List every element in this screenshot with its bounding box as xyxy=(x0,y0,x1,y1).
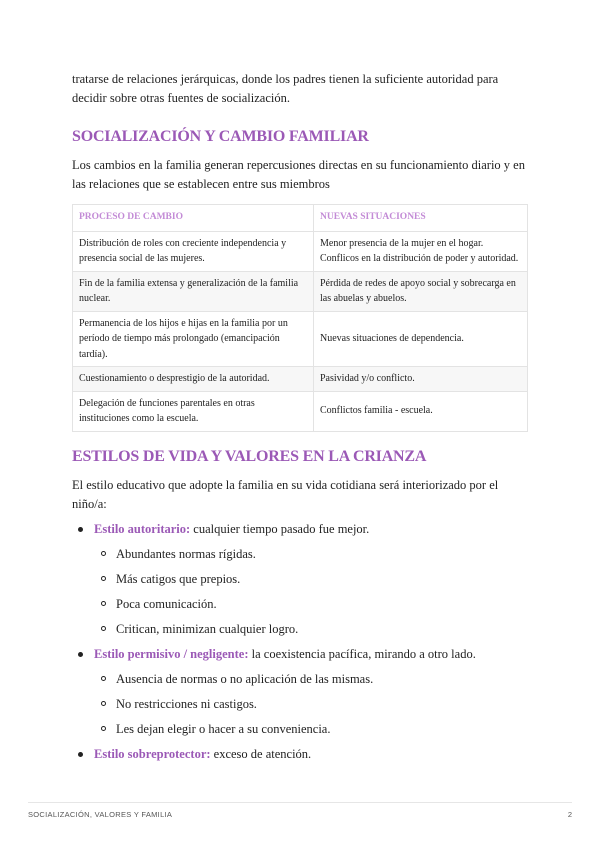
sub-item-text: Critican, minimizan cualquier logro. xyxy=(116,621,299,636)
table-cell: Pérdida de redes de apoyo social y sobrecarga en las abuelas y abuelos. xyxy=(314,271,528,311)
table-cell: Nuevas situaciones de dependencia. xyxy=(314,311,528,367)
table-cell: Cuestionamiento o desprestigio de la autoridad. xyxy=(73,367,314,392)
page-content xyxy=(72,70,528,770)
change-table xyxy=(72,204,528,432)
table-row xyxy=(73,271,528,311)
sub-list xyxy=(94,545,528,639)
sub-list-item xyxy=(94,545,528,564)
sub-list xyxy=(94,670,528,739)
footer-title: SOCIALIZACIÓN, VALORES Y FAMILIA xyxy=(28,810,173,819)
circle-bullet-icon xyxy=(101,551,106,556)
sub-item-text: Poca comunicación. xyxy=(116,596,217,611)
sub-item-text: Abundantes normas rígidas. xyxy=(116,546,256,561)
style-term: Estilo sobreprotector: xyxy=(94,746,211,761)
style-term: Estilo permisivo / negligente: xyxy=(94,646,249,661)
circle-bullet-icon xyxy=(101,676,106,681)
list-item-permisivo xyxy=(72,645,528,739)
list-item-autoritario xyxy=(72,520,528,639)
table-cell: Conflictos familia - escuela. xyxy=(314,391,528,431)
styles-intro-paragraph: El estilo educativo que adopte la familia en su vida cotidiana será interiorizado por el niño/a: xyxy=(72,477,499,511)
column-header-situaciones: NUEVAS SITUACIONES xyxy=(314,205,528,232)
table-header-row xyxy=(73,205,528,232)
section-intro-paragraph: Los cambios en la familia generan repercusiones directas en su funcionamiento diario y en las relaciones que se establecen entre sus miembros xyxy=(72,158,525,191)
section-heading-socializacion: SOCIALIZACIÓN Y CAMBIO FAMILIAR xyxy=(72,128,369,145)
column-header-proceso: PROCESO DE CAMBIO xyxy=(73,205,314,232)
table-cell: Fin de la familia extensa y generalización de la familia nuclear. xyxy=(73,271,314,311)
sub-item-text: Más catigos que prepios. xyxy=(116,571,241,586)
sub-list-item xyxy=(94,695,528,714)
sub-list-item xyxy=(94,720,528,739)
footer-divider xyxy=(28,802,572,803)
sub-list-item xyxy=(94,570,528,589)
bullet-icon xyxy=(78,527,83,532)
table-cell: Pasividad y/o conflicto. xyxy=(314,367,528,392)
table-cell: Menor presencia de la mujer en el hogar. Conflicos en la distribución de poder y autoridad. xyxy=(314,231,528,271)
page-number: 2 xyxy=(567,810,572,819)
styles-list xyxy=(72,520,528,764)
style-description: exceso de atención. xyxy=(210,746,312,761)
circle-bullet-icon xyxy=(101,601,106,606)
table-cell: Permanencia de los hijos e hijas en la familia por un período de tiempo más prolongado (emancipación tardía). xyxy=(73,311,314,367)
style-term: Estilo autoritario: xyxy=(94,521,191,536)
table-cell: Delegación de funciones parentales en otras instituciones como la escuela. xyxy=(73,391,314,431)
sub-item-text: Les dejan elegir o hacer a su conveniencia. xyxy=(116,721,331,736)
table-row xyxy=(73,311,528,367)
section-heading-estilos: ESTILOS DE VIDA Y VALORES EN LA CRIANZA xyxy=(72,447,427,465)
style-description: la coexistencia pacífica, mirando a otro lado. xyxy=(248,646,476,661)
list-item-sobreprotector xyxy=(72,745,528,764)
circle-bullet-icon xyxy=(101,576,106,581)
sub-list-item xyxy=(94,670,528,689)
circle-bullet-icon xyxy=(101,726,106,731)
bullet-icon xyxy=(78,752,83,757)
circle-bullet-icon xyxy=(101,626,106,631)
style-description: cualquier tiempo pasado fue mejor. xyxy=(190,521,370,536)
table-row xyxy=(73,231,528,271)
sub-item-text: Ausencia de normas o no aplicación de las mismas. xyxy=(116,671,374,686)
table-cell: Distribución de roles con creciente independencia y presencia social de las mujeres. xyxy=(73,231,314,271)
sub-item-text: No restricciones ni castigos. xyxy=(116,696,257,711)
table-row xyxy=(73,391,528,431)
table-row xyxy=(73,367,528,392)
sub-list-item xyxy=(94,620,528,639)
bullet-icon xyxy=(78,652,83,657)
sub-list-item xyxy=(94,595,528,614)
circle-bullet-icon xyxy=(101,701,106,706)
continuation-paragraph: tratarse de relaciones jerárquicas, donde los padres tienen la suficiente autoridad para decidir sobre otras fuentes de socialización. xyxy=(72,72,499,105)
